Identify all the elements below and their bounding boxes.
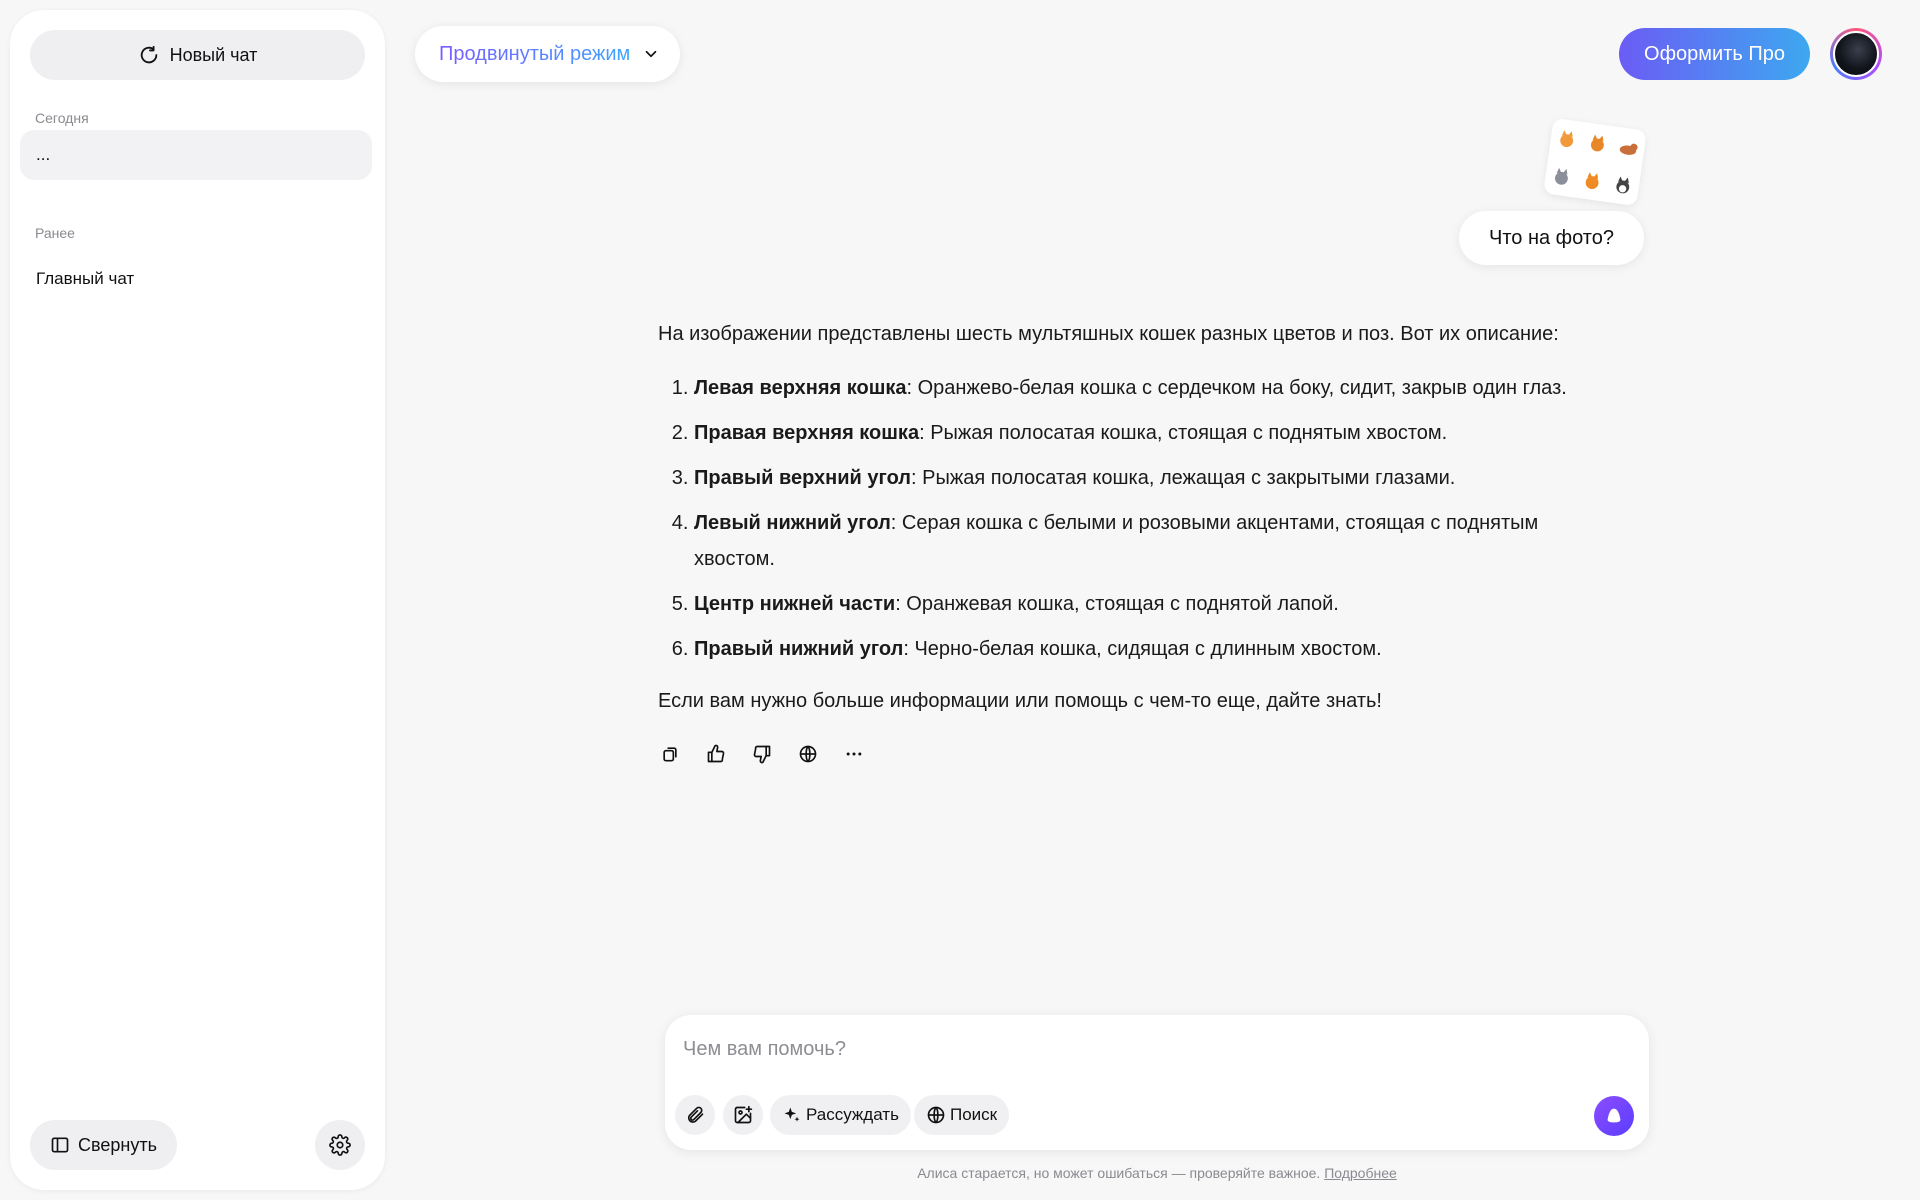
cat-sticker-icon	[1554, 126, 1579, 151]
paperclip-icon	[685, 1105, 705, 1125]
new-chat-button[interactable]	[30, 30, 365, 80]
assistant-message	[658, 316, 1578, 737]
sidebar-panel-icon	[50, 1135, 70, 1155]
more-button[interactable]	[842, 742, 866, 766]
list-item: 2. Правая верхняя кошка: Рыжая полосатая кошка, стоящая с поднятым хвостом.	[694, 415, 1578, 451]
disclaimer	[0, 1165, 1920, 1181]
alice-logo-icon	[1603, 1105, 1625, 1127]
like-button[interactable]	[704, 742, 728, 766]
copy-button[interactable]	[658, 742, 682, 766]
learn-more-link[interactable]: Подробнее	[1324, 1165, 1397, 1181]
cat-sticker-icon	[1611, 173, 1636, 198]
thumbs-up-icon	[706, 744, 726, 764]
search-label: Поиск	[950, 1105, 998, 1124]
section-label-today: Сегодня	[35, 110, 89, 126]
mode-label: Продвинутый режим	[439, 42, 631, 65]
attached-image-thumbnail[interactable]	[1543, 118, 1647, 206]
avatar-image	[1833, 31, 1879, 77]
dislike-button[interactable]	[750, 742, 774, 766]
refresh-chat-icon	[138, 44, 160, 66]
message-input[interactable]	[683, 1033, 1583, 1065]
sidebar	[10, 10, 385, 1190]
list-item: 1. Левая верхняя кошка: Оранжево-белая кошка с сердечком на боку, сидит, закрыв один глаз.	[694, 370, 1578, 406]
get-pro-button[interactable]: Оформить Про	[1619, 28, 1810, 80]
collapse-label: Свернуть	[78, 1134, 157, 1155]
message-composer	[665, 1015, 1649, 1150]
search-toggle-button[interactable]	[914, 1095, 1009, 1135]
list-item: 5. Центр нижней части: Оранжевая кошка, стоящая с поднятой лапой.	[694, 586, 1578, 622]
answer-outro: Если вам нужно больше информации или помощь с чем-то еще, дайте знать!	[658, 690, 1382, 712]
user-message: Что на фото?	[1459, 211, 1644, 265]
cat-sticker-icon	[1580, 168, 1605, 193]
message-actions	[658, 742, 866, 766]
sidebar-chat-item-active[interactable]	[20, 130, 372, 180]
cat-sticker-icon	[1616, 135, 1641, 160]
sparkles-icon	[782, 1105, 802, 1125]
settings-button[interactable]	[315, 1120, 365, 1170]
generate-image-button[interactable]	[723, 1095, 763, 1135]
globe-icon	[798, 744, 818, 764]
image-plus-icon	[733, 1105, 753, 1125]
list-item: 6. Правый нижний угол: Черно-белая кошка, сидящая с длинным хвостом.	[694, 631, 1578, 667]
copy-icon	[660, 744, 680, 764]
more-dots-icon	[844, 744, 864, 764]
list-item: 4. Левый нижний угол: Серая кошка с белыми и розовыми акцентами, стоящая с поднятым хвостом.	[694, 505, 1578, 577]
new-chat-label: Новый чат	[169, 44, 258, 65]
globe-icon	[926, 1105, 946, 1125]
cat-sticker-icon	[1585, 131, 1610, 156]
cat-sticker-icon	[1549, 164, 1574, 189]
sidebar-chat-item[interactable]	[20, 256, 372, 302]
avatar[interactable]	[1830, 28, 1882, 80]
chat-title: Главный чат	[36, 269, 135, 288]
mode-selector[interactable]	[415, 26, 680, 82]
gear-icon	[329, 1134, 351, 1156]
list-item: 3. Правый верхний угол: Рыжая полосатая кошка, лежащая с закрытыми глазами.	[694, 460, 1578, 496]
translate-button[interactable]	[796, 742, 820, 766]
answer-intro: На изображении представлены шесть мультяшных кошек разных цветов и поз. Вот их описание:	[658, 323, 1559, 345]
thumbs-down-icon	[752, 744, 772, 764]
answer-list	[658, 370, 1578, 667]
chevron-down-icon	[642, 45, 660, 63]
attach-button[interactable]	[675, 1095, 715, 1135]
chat-title: ...	[36, 145, 51, 164]
disclaimer-text: Алиса старается, но может ошибаться — проверяйте важное.	[917, 1165, 1321, 1181]
send-button[interactable]	[1594, 1096, 1634, 1136]
think-label: Рассуждать	[806, 1105, 899, 1124]
think-button[interactable]	[770, 1095, 911, 1135]
section-label-earlier: Ранее	[35, 225, 75, 241]
collapse-sidebar-button[interactable]	[30, 1120, 177, 1170]
